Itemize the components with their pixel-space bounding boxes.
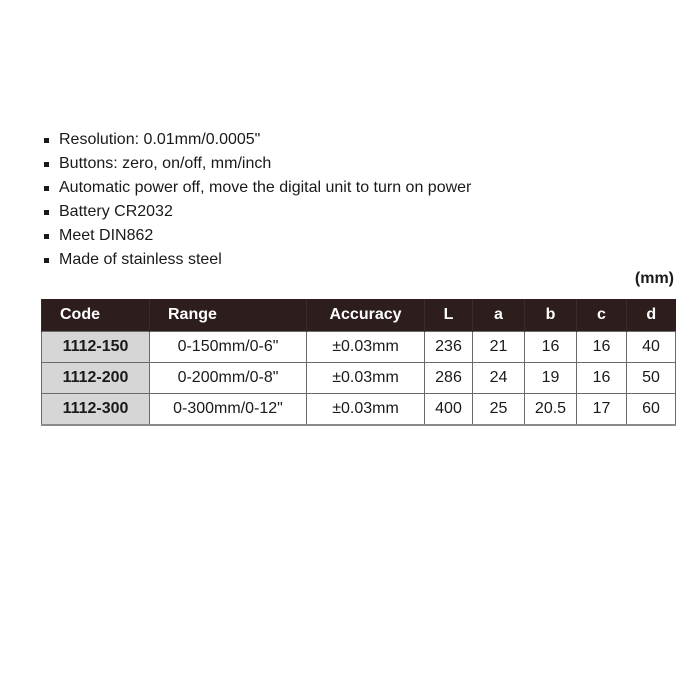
cell-c: 16 <box>577 363 627 394</box>
bullet-icon <box>44 234 49 239</box>
cell-accuracy: ±0.03mm <box>307 332 425 363</box>
cell-c: 16 <box>577 332 627 363</box>
feature-item <box>42 128 471 152</box>
cell-l: 286 <box>425 363 473 394</box>
cell-range: 0-150mm/0-6" <box>150 332 307 363</box>
feature-text: Resolution: 0.01mm/0.0005" <box>59 131 261 148</box>
header-c: c <box>577 299 627 332</box>
header-code: Code <box>42 299 150 332</box>
table-row <box>42 363 676 394</box>
header-accuracy: Accuracy <box>307 299 425 332</box>
feature-text: Buttons: zero, on/off, mm/inch <box>59 155 272 172</box>
cell-b: 20.5 <box>525 394 577 426</box>
feature-text: Meet DIN862 <box>59 227 154 244</box>
table-row <box>42 332 676 363</box>
cell-d: 50 <box>627 363 676 394</box>
header-b: b <box>525 299 577 332</box>
bullet-icon <box>44 186 49 191</box>
header-l: L <box>425 299 473 332</box>
header-range: Range <box>150 299 307 332</box>
feature-item <box>42 224 471 248</box>
bullet-icon <box>44 258 49 263</box>
cell-b: 16 <box>525 332 577 363</box>
bullet-icon <box>44 162 49 167</box>
cell-b: 19 <box>525 363 577 394</box>
feature-text: Automatic power off, move the digital unit to turn on power <box>59 179 472 196</box>
cell-d: 40 <box>627 332 676 363</box>
feature-text: Made of stainless steel <box>59 251 222 268</box>
feature-item <box>42 176 471 200</box>
cell-d: 60 <box>627 394 676 426</box>
feature-item <box>42 200 471 224</box>
cell-code: 1112-200 <box>42 363 150 394</box>
table-row <box>42 394 676 426</box>
cell-a: 25 <box>473 394 525 426</box>
bullet-icon <box>44 210 49 215</box>
cell-code: 1112-300 <box>42 394 150 426</box>
cell-l: 236 <box>425 332 473 363</box>
feature-item <box>42 152 471 176</box>
cell-c: 17 <box>577 394 627 426</box>
cell-l: 400 <box>425 394 473 426</box>
spec-table <box>41 299 676 426</box>
header-d: d <box>627 299 676 332</box>
feature-list <box>42 128 471 272</box>
cell-range: 0-200mm/0-8" <box>150 363 307 394</box>
unit-label: (mm) <box>634 270 674 287</box>
cell-code: 1112-150 <box>42 332 150 363</box>
table-header-row <box>42 299 676 332</box>
feature-text: Battery CR2032 <box>59 203 173 220</box>
cell-a: 21 <box>473 332 525 363</box>
cell-range: 0-300mm/0-12" <box>150 394 307 426</box>
header-a: a <box>473 299 525 332</box>
feature-item <box>42 248 471 272</box>
cell-accuracy: ±0.03mm <box>307 363 425 394</box>
bullet-icon <box>44 138 49 143</box>
cell-a: 24 <box>473 363 525 394</box>
cell-accuracy: ±0.03mm <box>307 394 425 426</box>
